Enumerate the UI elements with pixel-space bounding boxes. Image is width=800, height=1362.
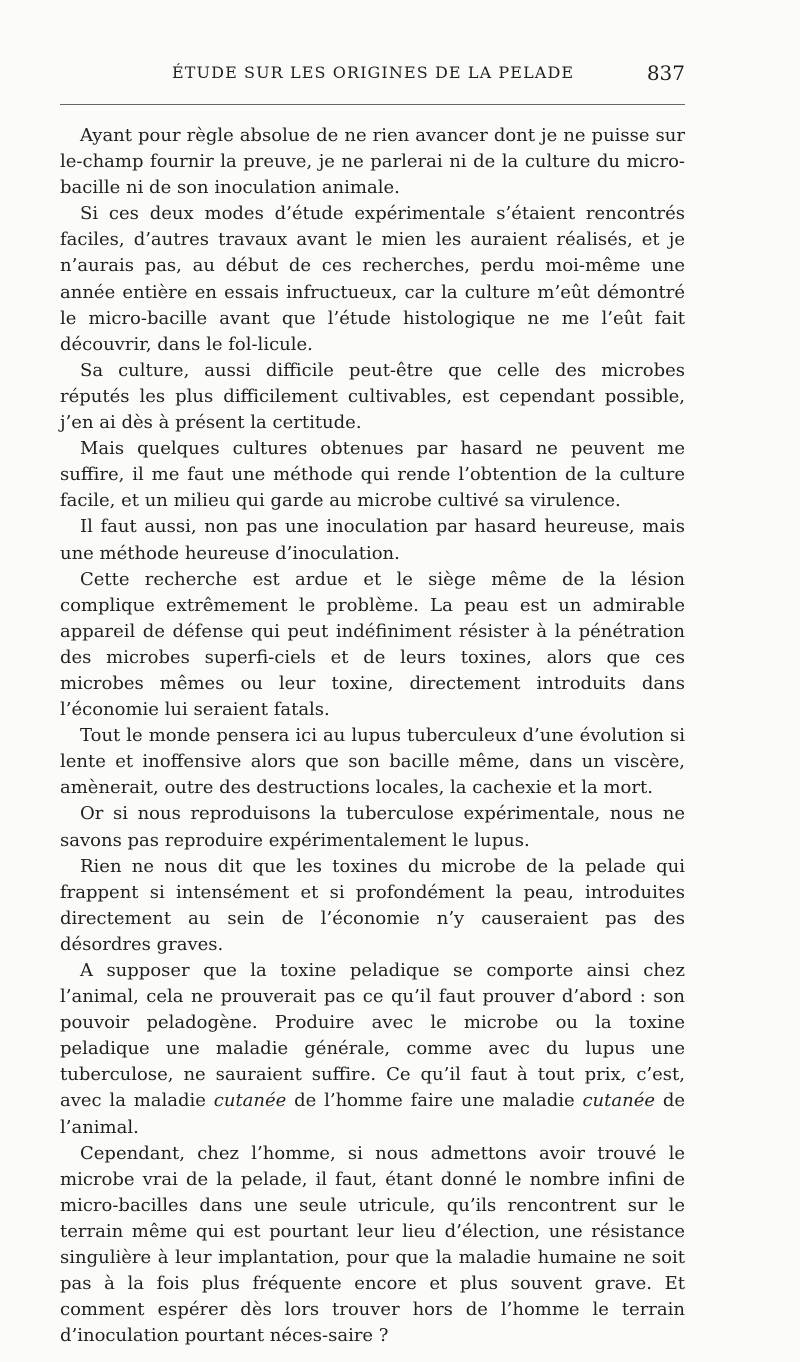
- paragraph-10-before: A supposer que la toxine peladique se comporte ainsi chez l’animal, cela ne prouverait pas ce qu’il faut prouver d’abord : son pouvoir peladogène. Produire avec le microbe ou la toxine peladique une maladie générale, comme avec du lupus une tuberculose, ne sauraient suffire. Ce qu’il faut à tout prix, c’est, avec la maladie: [60, 960, 685, 1112]
- page-header: [60, 63, 685, 93]
- paragraph-9: Rien ne nous dit que les toxines du microbe de la pelade qui frappent si intensément et si profondément la peau, introduites directement au sein de l’économie n’y causeraient pas des désordres graves.: [60, 855, 685, 955]
- paragraph-10: [60, 958, 685, 1141]
- paragraph-7: Tout le monde pensera ici au lupus tuberculeux d’une évolution si lente et inoffensive alors que son bacille même, dans un viscère, amènerait, outre des destructions locales, la cachexie et la mort.: [60, 725, 685, 799]
- paragraph-11: Cependant, chez l’homme, si nous admettons avoir trouvé le microbe vrai de la pelade, il faut, étant donné le nombre infini de micro-bacilles dans une seule utricule, qu’ils rencontrent sur le terrain même qui est pourtant leur lieu d’élection, une résistance singulière à leur implantation, pour que la maladie humaine ne soit pas à la fois plus fréquente encore et plus souvent grave. Et comment espérer dès lors trouver hors de l’homme le terrain d’inoculation pourtant néces-saire ?: [60, 1142, 685, 1347]
- running-title: ÉTUDE SUR LES ORIGINES DE LA PELADE: [172, 63, 575, 82]
- paragraph-1: Ayant pour règle absolue de ne rien avancer dont je ne puisse sur le-champ fournir la preuve, je ne parlerai ni de la culture du micro-bacille ni de son inoculation animale.: [60, 125, 685, 199]
- paragraph-2: Si ces deux modes d’étude expérimentale s’étaient rencontrés faciles, d’autres travaux avant le mien les auraient réalisés, et je n’aurais pas, au début de ces recherches, perdu moi-même une année entière en essais infructueux, car la culture m’eût démontré le micro-bacille avant que l’étude histologique ne me l’eût fait découvrir, dans le fol-licule.: [60, 203, 685, 355]
- header-rule: [60, 104, 685, 105]
- emphasis-cutanee-1: cutanée: [213, 1090, 287, 1112]
- paragraph-4: Mais quelques cultures obtenues par hasard ne peuvent me suffire, il me faut une méthode qui rende l’obtention de la culture facile, et un milieu qui garde au microbe cultivé sa virulence.: [60, 438, 685, 512]
- body-text: [60, 123, 685, 1349]
- paragraph-10-after: de l’animal.: [60, 1090, 685, 1138]
- paragraph-3: Sa culture, aussi difficile peut-être que celle des microbes réputés les plus difficilement cultivables, est cependant possible, j’en ai dès à présent la certitude.: [60, 359, 685, 434]
- paragraph-6: Cette recherche est ardue et le siège même de la lésion complique extrêmement le problème. La peau est un admirable appareil de défense qui peut indéfiniment résister à la pénétration des microbes superfi-ciels et de leurs toxines, alors que ces microbes mêmes ou leur toxine, directement introduits dans l’économie lui seraient fatals.: [60, 568, 685, 721]
- emphasis-cutanee-2: cutanée: [582, 1090, 656, 1112]
- paragraph-5: Il faut aussi, non pas une inoculation par hasard heureuse, mais une méthode heureuse d’inoculation.: [60, 516, 685, 564]
- paragraph-8: Or si nous reproduisons la tuberculose expérimentale, nous ne savons pas reproduire expérimentalement le lupus.: [60, 803, 685, 851]
- paragraph-10-middle: de l’homme faire une maladie: [286, 1090, 583, 1112]
- page-number: 837: [646, 61, 685, 85]
